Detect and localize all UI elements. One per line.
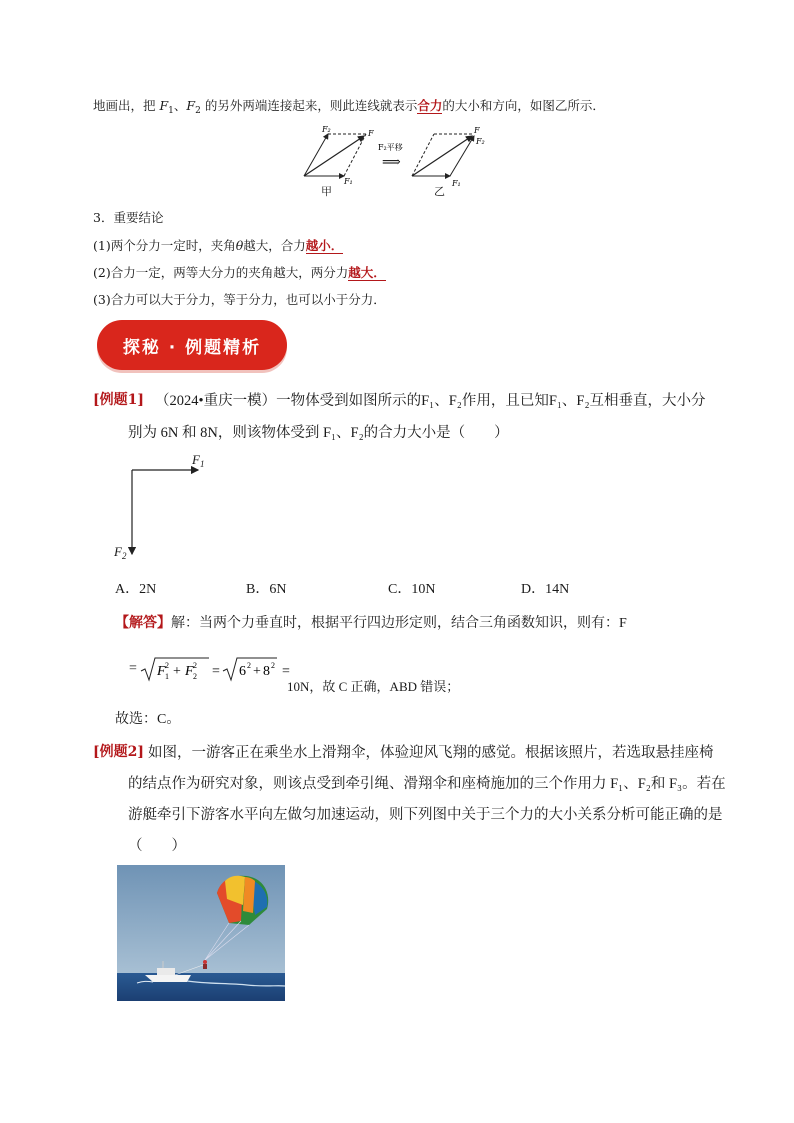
svg-text:F: F xyxy=(184,664,194,679)
separator: 、 xyxy=(173,98,187,113)
choose-line: 故选：C。 xyxy=(115,712,181,727)
c2-text: (2)合力一定，两等大分力的夹角越大，两分力 xyxy=(93,265,349,280)
conclusion-3: (3)合力可以大于分力，等于分力，也可以小于分力． xyxy=(93,292,386,307)
svg-text:2: 2 xyxy=(192,672,197,681)
f2-label xyxy=(114,544,126,561)
example2-tag xyxy=(93,741,144,761)
f1-symbol: F xyxy=(159,98,169,113)
label-f1-yi: F₁ xyxy=(452,179,461,188)
label-f-yi: F xyxy=(474,126,480,135)
svg-text:2: 2 xyxy=(164,661,169,670)
formula xyxy=(129,655,294,683)
theta-symbol: θ xyxy=(235,238,244,253)
svg-text:+: + xyxy=(252,664,261,679)
f2-letter-sub: 2 xyxy=(121,551,127,561)
example2-line4: （ ） xyxy=(128,838,186,854)
example2-line1: 如图，一游客正在乘坐水上滑翔伞，体验迎风飞翔的感觉。根据该照片，若选取悬挂座椅 xyxy=(148,745,714,761)
f1-letter-sub: 1 xyxy=(199,459,205,469)
section3-title: 3．重要结论 xyxy=(93,210,164,225)
label-f1-jia: F₁ xyxy=(344,177,353,186)
translate-label: F₂平移 xyxy=(378,143,403,152)
label-f-jia: F xyxy=(368,129,374,138)
double-arrow-icon: ⟹ xyxy=(382,155,401,170)
svg-text:2: 2 xyxy=(192,661,197,670)
option-a[interactable]: A．2N xyxy=(115,582,157,597)
intro-text-3: 的大小和方向，如图乙所示． xyxy=(442,98,605,113)
example2-line2: 的结点作为研究对象，则该点受到牵引绳、滑翔伞和座椅施加的三个作用力 F₁、F₂和 F₃。若在 xyxy=(128,776,726,792)
svg-text:2: 2 xyxy=(270,661,275,670)
example2-line3: 游艇牵引下游客水平向左做匀加速运动，则下列图中关于三个力的大小关系分析可能正确的是 xyxy=(128,807,723,823)
c1-text: (1)两个分力一定时，夹角 xyxy=(93,238,236,253)
intro-line xyxy=(93,96,605,116)
example1-line1: （2024•重庆一模）一物体受到如图所示的F₁、F₂作用，且已知F₁、F₂互相垂直，大小分 xyxy=(155,393,706,409)
answer-text: 解：当两个力垂直时，根据平行四边形定则，结合三角函数知识，则有：F xyxy=(171,616,627,631)
f1-label xyxy=(192,452,204,469)
svg-text:8: 8 xyxy=(262,664,270,679)
svg-text:F: F xyxy=(156,664,166,679)
svg-text:6: 6 xyxy=(238,664,246,679)
f1-sub: 1 xyxy=(168,106,174,116)
sqrt-formula xyxy=(139,655,294,683)
formula-result: 10N，故 C 正确，ABD 错误； xyxy=(287,679,460,694)
f2-letter: F xyxy=(114,544,122,559)
c1-mid: 越大，合力 xyxy=(243,238,306,253)
option-c[interactable]: C．10N xyxy=(388,582,436,597)
formula-equals: = xyxy=(129,661,137,676)
answer-line xyxy=(115,612,627,632)
svg-text:=: = xyxy=(211,664,220,679)
answer-tag: 【解答】 xyxy=(115,616,171,631)
conclusion-1 xyxy=(93,236,343,254)
svg-text:1: 1 xyxy=(164,672,169,681)
svg-text:2: 2 xyxy=(246,661,251,670)
parasailing-photo xyxy=(117,865,285,1001)
section-banner: 探秘 · 例题精析 xyxy=(97,320,287,370)
intro-text-2: 的另外两端连接起来，则此连线就表示 xyxy=(200,98,418,113)
label-f2-yi: F₂ xyxy=(476,137,485,146)
example1-tag xyxy=(93,389,144,409)
figure-yi xyxy=(412,126,485,188)
f2-sub: 2 xyxy=(195,106,201,116)
option-b[interactable]: B．6N xyxy=(246,582,287,597)
svg-text:+: + xyxy=(172,664,181,679)
label-f2-jia: F₂ xyxy=(322,125,331,134)
highlight-resultant: 合力 xyxy=(417,98,443,113)
example1-label: [例题1] xyxy=(93,392,144,408)
svg-text:=: = xyxy=(281,664,290,679)
example2-label: [例题2] xyxy=(93,744,144,760)
figure-jia xyxy=(304,125,374,186)
caption-yi: 乙 xyxy=(434,185,445,198)
option-d[interactable]: D．14N xyxy=(521,582,570,597)
f2-symbol: F xyxy=(186,98,196,113)
intro-text: 地画出，把 xyxy=(93,98,160,113)
f1-letter: F xyxy=(192,452,200,467)
conclusion-2 xyxy=(93,263,386,281)
caption-jia: 甲 xyxy=(321,185,332,198)
c2-highlight: 越大． xyxy=(348,265,386,280)
person-icon xyxy=(203,960,207,969)
example1-line2: 别为 6N 和 8N，则该物体受到 F₁、F₂的合力大小是（ ） xyxy=(128,425,509,441)
c1-highlight: 越小． xyxy=(305,238,344,253)
